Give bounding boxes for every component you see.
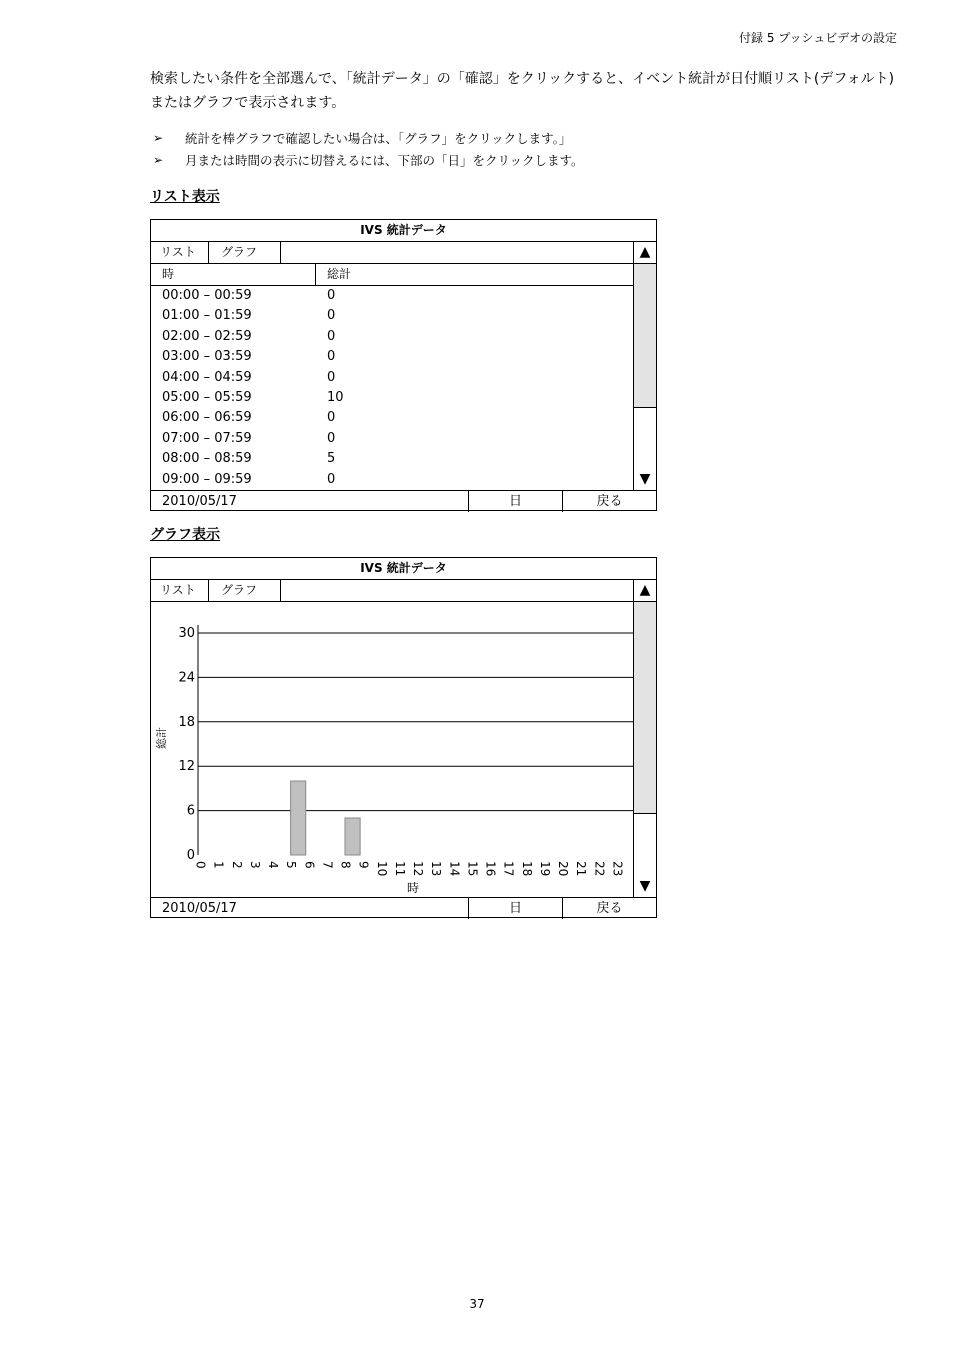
date-display: 2010/05/17	[151, 491, 469, 512]
cell-total: 10	[327, 389, 344, 405]
x-tick-label: 13	[429, 861, 444, 877]
tab-list[interactable]: リスト	[151, 580, 209, 601]
table-row[interactable]	[151, 327, 633, 347]
table-row[interactable]	[151, 347, 633, 367]
table-row[interactable]	[151, 368, 633, 388]
intro-paragraph: 検索したい条件を全部選んで、「統計データ」の「確認」をクリックすると、イベント統計が日付順リスト(デフォルト)またはグラフで表示されます。	[150, 71, 895, 111]
scrollbar[interactable]	[633, 602, 656, 897]
tab-bar	[151, 242, 656, 264]
day-button[interactable]: 日	[469, 898, 563, 919]
cell-time: 05:00 – 05:59	[162, 389, 252, 405]
table-row[interactable]	[151, 429, 633, 449]
cell-time: 06:00 – 06:59	[162, 410, 252, 426]
tab-graph[interactable]: グラフ	[209, 242, 281, 263]
tab-bar-spacer	[281, 580, 633, 601]
x-tick-label: 12	[411, 861, 426, 877]
panel-title: IVS 統計データ	[151, 220, 656, 242]
graph-body	[151, 602, 656, 897]
y-tick-label: 12	[178, 759, 195, 775]
x-tick-label: 5	[284, 861, 299, 869]
x-tick-label: 3	[247, 861, 262, 869]
list-body	[151, 264, 656, 490]
bullet-text: 月または時間の表示に切替えるには、下部の「日」をクリックします。	[185, 153, 584, 168]
date-display: 2010/05/17	[151, 898, 469, 919]
graph-panel	[150, 557, 657, 918]
table-row[interactable]	[151, 408, 633, 428]
cell-total: 0	[327, 430, 336, 446]
running-title: 付録 5 プッシュビデオの設定	[739, 31, 897, 45]
table-row[interactable]	[151, 286, 633, 306]
cell-time: 08:00 – 08:59	[162, 451, 252, 467]
list-table	[151, 264, 633, 490]
scroll-up-icon[interactable]: ▲	[633, 242, 656, 263]
cell-time: 03:00 – 03:59	[162, 349, 252, 365]
back-button[interactable]: 戻る	[596, 901, 623, 916]
x-tick-label: 4	[266, 861, 281, 869]
x-tick-label: 8	[338, 861, 353, 869]
x-tick-label: 15	[465, 861, 480, 877]
scrollbar[interactable]	[633, 264, 656, 490]
x-tick-label: 18	[519, 861, 534, 877]
x-tick-label: 10	[374, 861, 389, 877]
cell-time: 04:00 – 04:59	[162, 369, 252, 385]
y-tick-label: 24	[178, 670, 195, 686]
y-axis-label: 総計	[155, 727, 168, 749]
bullet-arrow-icon: ➢	[153, 131, 164, 145]
bar	[291, 781, 306, 855]
x-tick-label: 16	[483, 861, 498, 877]
x-tick-label: 1	[211, 861, 226, 869]
cell-time: 02:00 – 02:59	[162, 328, 252, 344]
y-tick-label: 30	[178, 626, 195, 641]
x-tick-label: 17	[501, 861, 516, 877]
graph-area	[151, 602, 633, 897]
cell-total: 0	[327, 288, 336, 303]
y-tick-label: 0	[186, 848, 195, 863]
cell-total: 0	[327, 349, 336, 365]
x-axis-label: 時	[406, 881, 420, 895]
list-section-title: リスト表示	[150, 189, 220, 205]
scrollbar-thumb[interactable]	[634, 264, 656, 408]
x-tick-label: 7	[320, 861, 335, 869]
cell-time: 09:00 – 09:59	[162, 471, 252, 487]
tab-bar-spacer	[281, 242, 633, 263]
list-panel	[150, 219, 657, 511]
day-button[interactable]: 日	[469, 491, 563, 512]
bullet-text: 統計を棒グラフで確認したい場合は、「グラフ」をクリックします。」	[185, 131, 572, 146]
tab-bar	[151, 580, 656, 602]
panel-footer	[151, 490, 656, 512]
cell-time: 01:00 – 01:59	[162, 308, 252, 324]
bullet-list	[150, 127, 850, 171]
y-tick-label: 6	[186, 803, 195, 819]
cell-total: 0	[327, 369, 336, 385]
column-header-time: 時	[151, 264, 316, 285]
cell-total: 5	[327, 451, 336, 467]
x-tick-label: 21	[574, 861, 589, 877]
table-row[interactable]	[151, 470, 633, 490]
table-row[interactable]	[151, 388, 633, 408]
table-rows	[151, 286, 633, 490]
x-tick-label: 22	[592, 861, 607, 877]
graph-section-title: グラフ表示	[150, 527, 220, 543]
x-tick-label: 2	[229, 861, 244, 869]
scroll-up-icon[interactable]: ▲	[633, 580, 656, 601]
x-tick-label: 19	[537, 861, 552, 877]
x-tick-label: 11	[392, 861, 407, 877]
x-tick-label: 23	[610, 861, 625, 877]
back-button[interactable]: 戻る	[596, 494, 623, 509]
x-tick-label: 20	[556, 861, 571, 877]
bullet-item	[150, 127, 850, 149]
panel-footer	[151, 897, 656, 919]
cell-total: 0	[327, 328, 336, 344]
column-header-total: 総計	[327, 267, 352, 281]
scroll-down-icon[interactable]: ▼	[639, 471, 651, 487]
y-tick-label: 18	[178, 714, 195, 730]
table-row[interactable]	[151, 449, 633, 469]
table-row[interactable]	[151, 306, 633, 326]
bar	[345, 818, 360, 855]
tab-list[interactable]: リスト	[151, 242, 209, 263]
x-tick-label: 6	[302, 861, 317, 869]
x-tick-label: 0	[193, 861, 208, 869]
tab-graph[interactable]: グラフ	[209, 580, 281, 601]
cell-total: 0	[327, 471, 336, 487]
scroll-down-icon[interactable]: ▼	[639, 878, 651, 894]
x-tick-label: 14	[447, 861, 462, 877]
table-header	[151, 264, 633, 286]
cell-total: 0	[327, 308, 336, 324]
cell-time: 00:00 – 00:59	[162, 288, 252, 303]
bullet-arrow-icon: ➢	[153, 153, 164, 167]
panel-title: IVS 統計データ	[151, 558, 656, 580]
bullet-item	[150, 149, 850, 171]
cell-time: 07:00 – 07:59	[162, 430, 252, 446]
x-tick-label: 9	[356, 861, 371, 869]
scrollbar-thumb[interactable]	[634, 602, 656, 814]
bar-chart	[151, 602, 633, 897]
page-number: 37	[469, 1297, 485, 1311]
cell-total: 0	[327, 410, 336, 426]
